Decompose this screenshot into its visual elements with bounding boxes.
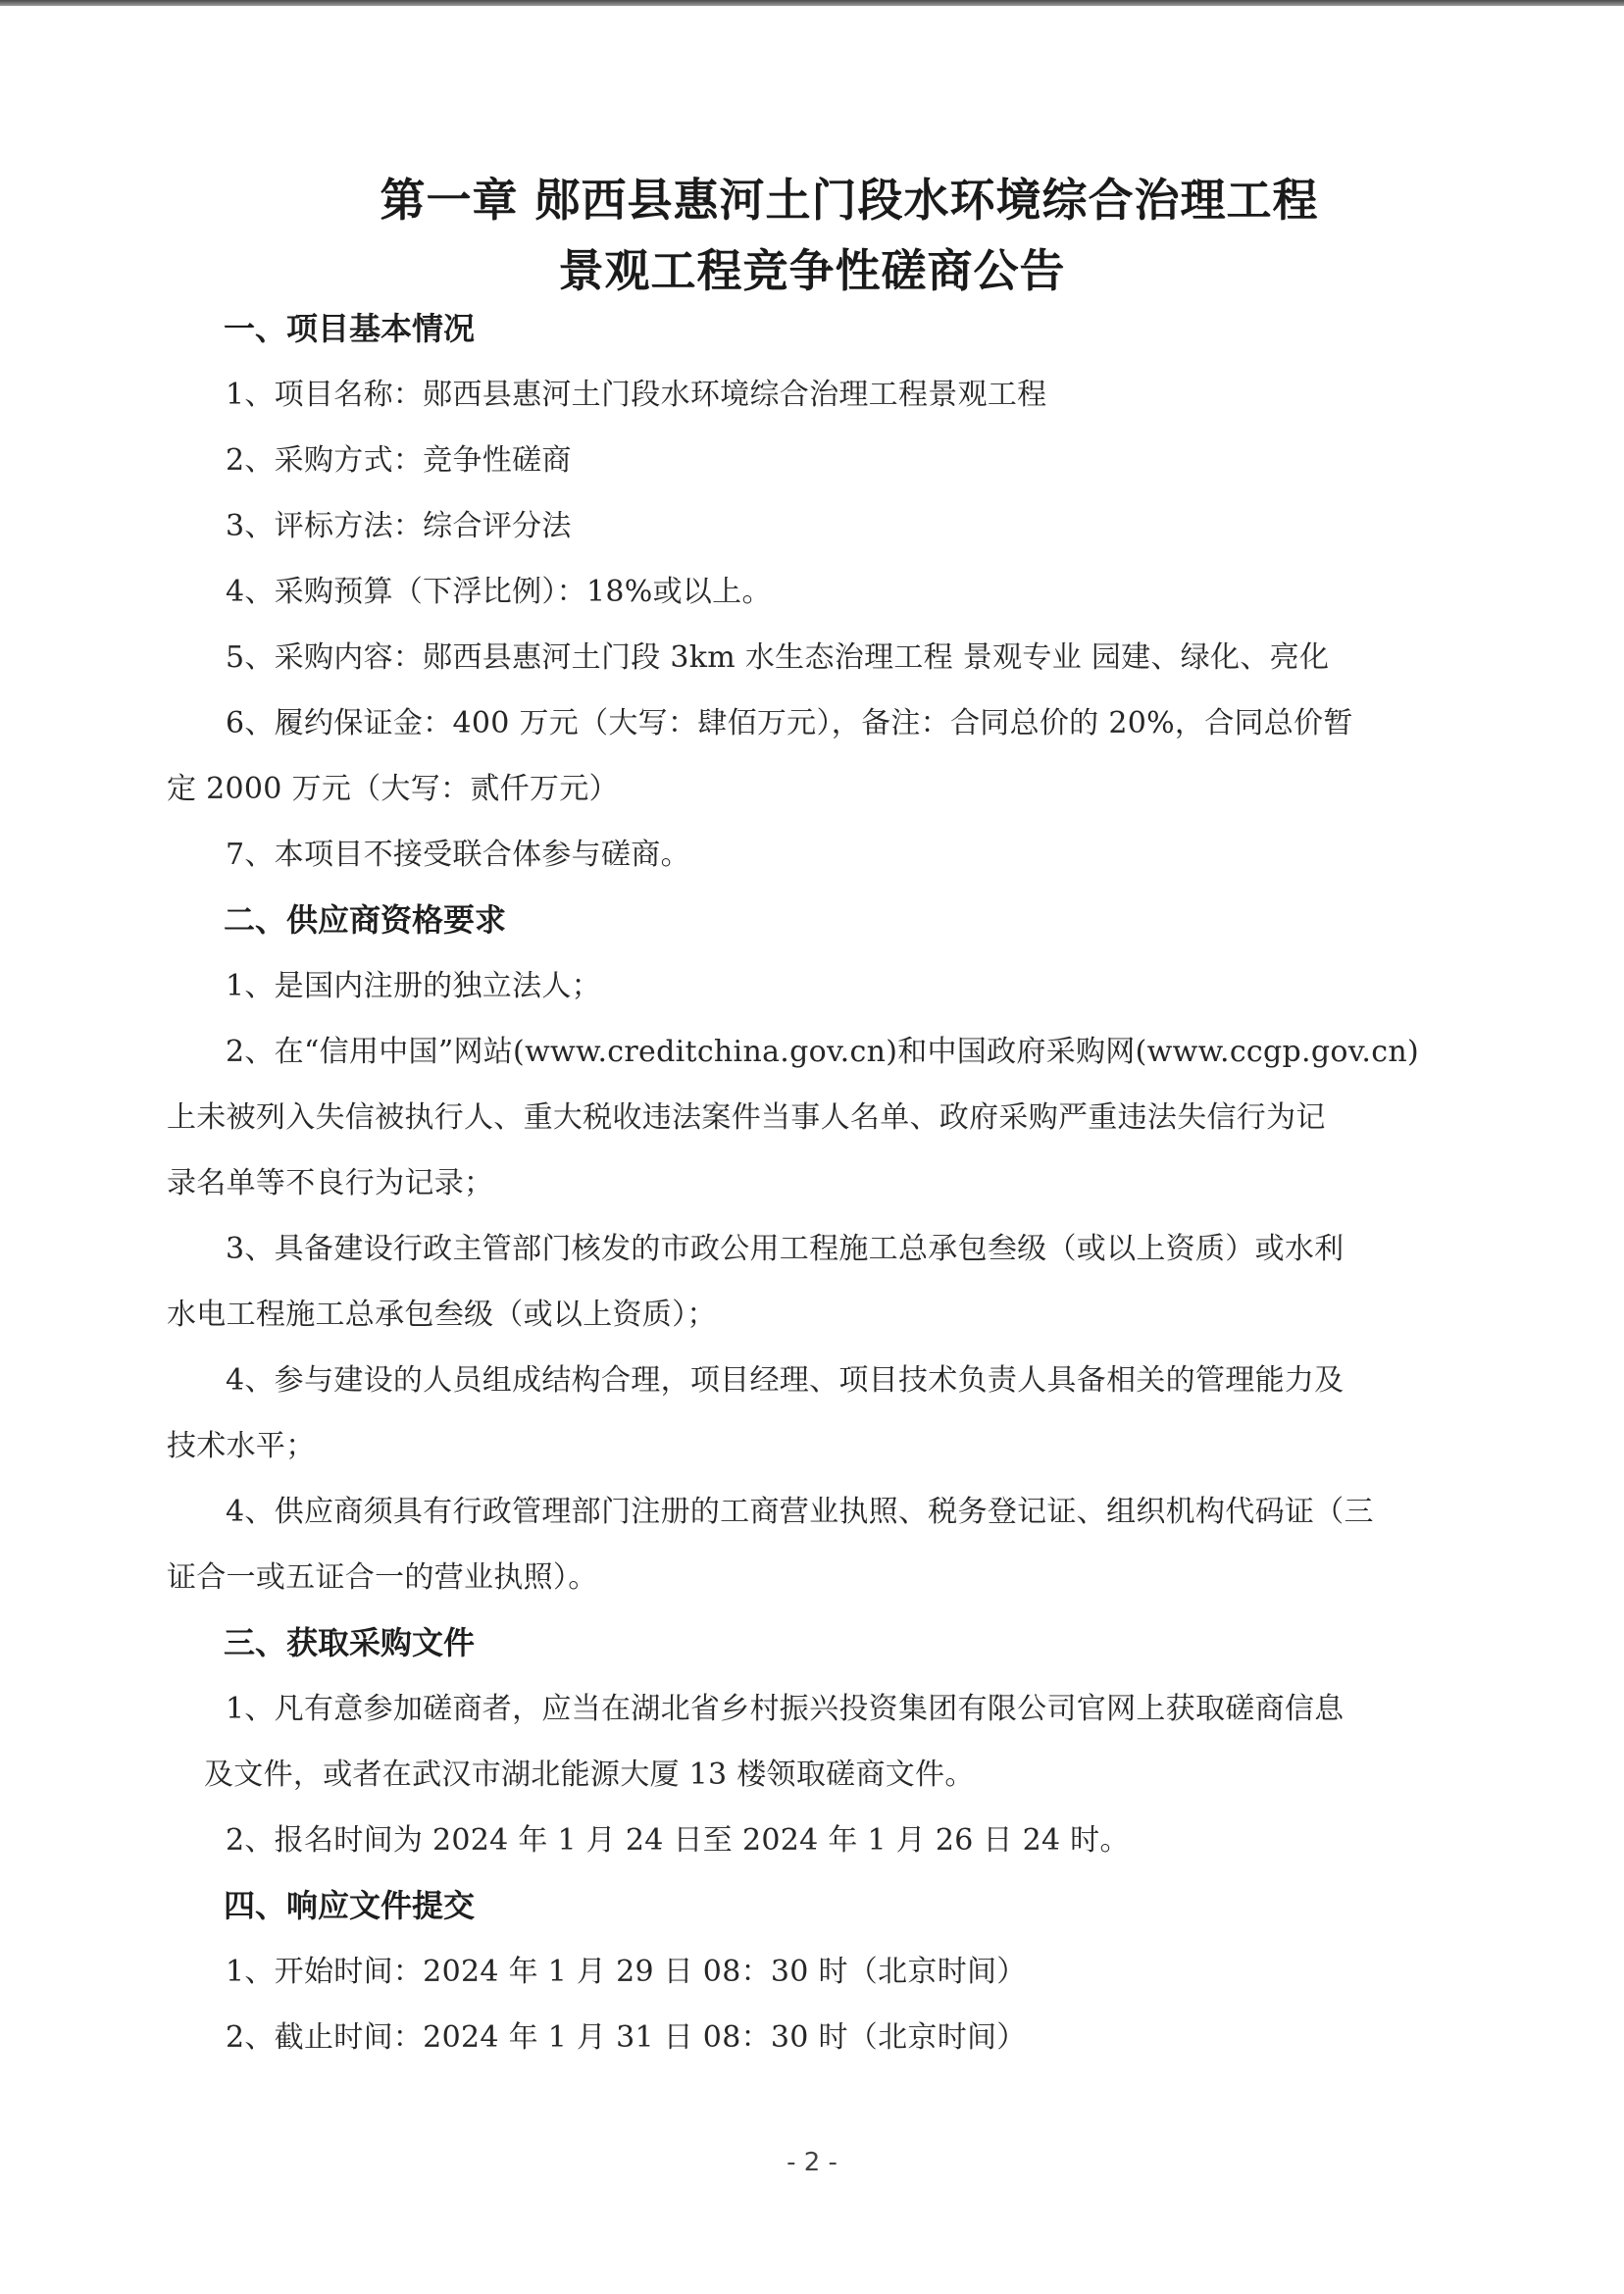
paragraph-line: 3、具备建设行政主管部门核发的市政公用工程施工总承包叁级（或以上资质）或水利 bbox=[226, 1232, 1345, 1266]
paragraph-line: 定 2000 万元（大写：贰仟万元） bbox=[167, 772, 619, 806]
paragraph-line: 4、参与建设的人员组成结构合理，项目经理、项目技术负责人具备相关的管理能力及 bbox=[226, 1363, 1345, 1398]
paragraph-line: 5、采购内容：郧西县惠河土门段 3km 水生态治理工程 景观专业 园建、绿化、亮化 bbox=[226, 640, 1330, 675]
paragraph-line: 2、采购方式：竞争性磋商 bbox=[226, 443, 572, 478]
paragraph-line: 4、采购预算（下浮比例）：18%或以上。 bbox=[226, 575, 772, 609]
section-heading-obtain-documents: 三、获取采购文件 bbox=[224, 1624, 476, 1661]
section-heading-qualifications: 二、供应商资格要求 bbox=[224, 901, 507, 939]
section-heading-basic-info: 一、项目基本情况 bbox=[224, 310, 476, 347]
paragraph-line: 1、开始时间：2024 年 1 月 29 日 08：30 时（北京时间） bbox=[226, 1955, 1027, 1989]
scan-edge bbox=[0, 0, 1624, 6]
paragraph-line: 1、凡有意参加磋商者，应当在湖北省乡村振兴投资集团有限公司官网上获取磋商信息 bbox=[226, 1692, 1345, 1726]
paragraph-line: 2、截止时间：2024 年 1 月 31 日 08：30 时（北京时间） bbox=[226, 2020, 1027, 2055]
paragraph-line: 4、供应商须具有行政管理部门注册的工商营业执照、税务登记证、组织机构代码证（三 bbox=[226, 1495, 1374, 1529]
paragraph-line: 及文件，或者在武汉市湖北能源大厦 13 楼领取磋商文件。 bbox=[204, 1758, 975, 1792]
paragraph-line: 2、报名时间为 2024 年 1 月 24 日至 2024 年 1 月 26 日 24 时。 bbox=[226, 1823, 1130, 1858]
paragraph-line: 证合一或五证合一的营业执照）。 bbox=[167, 1560, 598, 1595]
paragraph-line: 录名单等不良行为记录； bbox=[167, 1166, 494, 1200]
paragraph-line: 水电工程施工总承包叁级（或以上资质）； bbox=[167, 1298, 717, 1332]
page-title-line-1: 第一章 郧西县惠河土门段水环境综合治理工程 bbox=[380, 174, 1319, 227]
paragraph-line: 7、本项目不接受联合体参与磋商。 bbox=[226, 838, 690, 872]
paragraph-line: 技术水平； bbox=[167, 1429, 316, 1463]
paragraph-line: 3、评标方法：综合评分法 bbox=[226, 509, 572, 543]
paragraph-line: 1、项目名称：郧西县惠河土门段水环境综合治理工程景观工程 bbox=[226, 378, 1047, 412]
paragraph-line: 6、履约保证金：400 万元（大写：肆佰万元），备注：合同总价的 20%，合同总价暂 bbox=[226, 706, 1353, 740]
page-title-line-2: 景观工程竞争性磋商公告 bbox=[558, 244, 1066, 297]
section-heading-submission: 四、响应文件提交 bbox=[224, 1887, 476, 1924]
page-number: - 2 - bbox=[787, 2148, 837, 2177]
paragraph-line: 2、在“信用中国”网站(www.creditchina.gov.cn)和中国政府采购网(www.ccgp.gov.cn) bbox=[226, 1035, 1419, 1069]
paragraph-line: 1、是国内注册的独立法人； bbox=[226, 969, 601, 1003]
paragraph-line: 上未被列入失信被执行人、重大税收违法案件当事人名单、政府采购严重违法失信行为记 bbox=[167, 1100, 1326, 1135]
